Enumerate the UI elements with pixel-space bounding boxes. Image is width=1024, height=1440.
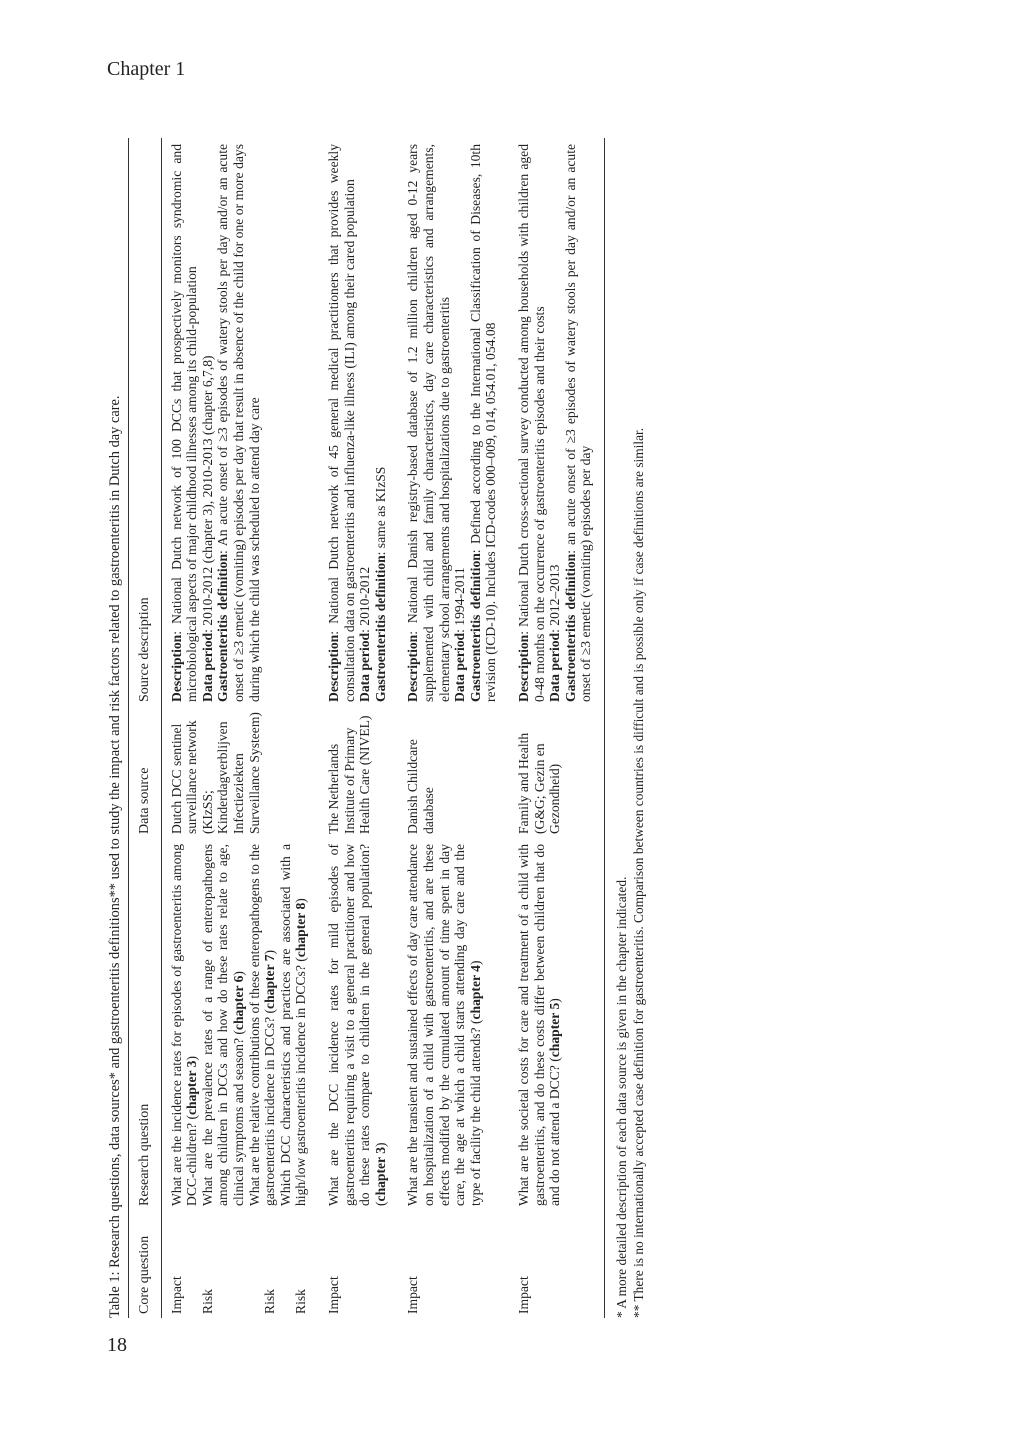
header-source-description: Source description (129, 138, 162, 706)
rotated-table-block (106, 138, 886, 1318)
description-entry: Gastroenteritis definition: An acute onset of ≥3 episodes of watery stools per day and/or an acute onset of ≥3 emetic (vomiting) episodes per day that result in absence of the child for one or more days during which the child was scheduled to attend day care (215, 144, 262, 702)
core-question-label: Impact (168, 1276, 184, 1314)
chapter-reference: chapter 8 (293, 902, 309, 958)
footnotes (613, 138, 647, 1318)
description-entry: Description: National Dutch network of 45 general medical practitioners that provides weekly consultation data on gastroenteritis and influenza-like illness (ILI) among their cared population (325, 144, 357, 702)
research-question: Which DCC characteristics and practices are associated with a high/low gastroenteritis incidence in DCCs? (chapter 8) (277, 844, 309, 1206)
core-question-cell (509, 1210, 604, 1318)
chapter-header: Chapter 1 (107, 58, 186, 80)
description-entry: Description: National Danish registry-based database of 1.2 million children aged 0-12 years supplemented with child and family characteristics, day care characteristics and arrangements, elementary school arrangements and hospitalizations due to gastroenteritis (405, 144, 452, 702)
source-description-cell (319, 138, 398, 706)
description-entry: Gastroenteritis definition: an acute onset of ≥3 episodes of watery stools per day and/or an acute onset of ≥3 emetic (vomiting) episodes per day (562, 143, 594, 702)
description-entry: Data period: 2010-2012 (chapter 3), 2010-2013 (chapter 6,7,8) (199, 355, 215, 702)
data-source-cell: Dutch DCC sentinel surveillance network (KIzSS; Kinderdagverblijven Infectieziekten Surveillance Systeem) (168, 712, 262, 834)
chapter-reference: chapter 3 (184, 1060, 200, 1116)
research-question-cell (509, 838, 604, 1210)
footnote-1: * A more detailed description of each data source is given in the chapter indicated. (613, 876, 629, 1318)
data-source-cell: Family and Health (G&G; Gezin en Gezondheid) (509, 706, 604, 838)
research-question: What are the relative contributions of these enteropathogens to the gastroenteritis incidence in DCCs? (chapter 7) (246, 844, 278, 1206)
research-question: What are the transient and sustained effects of day care attendance on hospitalization of a child with gastroenteritis, and are these effects modified by the cumulated amount of time spent in day care, the age at which a child starts attending day care and the type of facility the child attends? (chapter 4) (405, 844, 483, 1206)
description-label: Description (515, 634, 531, 702)
description-label: Gastroenteritis definition (215, 553, 231, 702)
data-source-cell: The Netherlands Institute of Primary Health Care (NIVEL) (325, 715, 373, 834)
header-research-question: Research question (129, 838, 162, 1210)
source-description-cell (509, 138, 604, 706)
core-question-cell (161, 1210, 319, 1318)
description-entry: Data period: 2010-2012 (357, 566, 373, 702)
research-question-cell (161, 838, 319, 1210)
description-label: Data period (199, 632, 215, 702)
footnote-2: ** There is no internationally accepted case definition for gastroenteritis. Comparison between countries is difficult and is possible only if case definitions are similar. (630, 427, 646, 1318)
description-entry: Data period: 1994-2011 (452, 567, 468, 702)
page-number: 18 (107, 1334, 127, 1356)
research-question: What are the prevalence rates of a range of enteropathogens among children in DCCs and how do these rates relate to age, clinical symptoms and season? (chapter 6) (199, 844, 246, 1206)
source-description-cell (398, 138, 509, 706)
research-table (128, 138, 605, 1318)
description-entry: Gastroenteritis definition: same as KIzSS (372, 466, 388, 702)
description-label: Description (405, 634, 421, 702)
table-row (319, 138, 398, 1318)
source-description-cell (161, 138, 319, 706)
table-row (509, 138, 604, 1318)
chapter-reference: chapter 4 (467, 965, 483, 1020)
description-label: Gastroenteritis definition (372, 555, 388, 702)
description-label: Data period (452, 632, 468, 702)
description-entry: Gastroenteritis definition: Defined according to the International Classification of Diseases, 10th revision (ICD-10). Includes ICD-codes 000–009, 014, 054.01, 054.08 (467, 143, 499, 702)
data-source-cell: Danish Childcare database (405, 739, 436, 834)
chapter-reference: chapter 3 (372, 1146, 388, 1202)
research-question: What are the DCC incidence rates for mild episodes of gastroenteritis requiring a visit to a general practitioner and how do these rates compare to children in the general population? (chapter 3) (325, 844, 388, 1206)
core-question-cell (398, 1210, 509, 1318)
research-question: What are the societal costs for care and treatment of a child with gastroenteritis, and do these costs differ between children that do and do not attend a DCC? (chapter 5) (515, 844, 563, 1206)
research-question-cell (398, 838, 509, 1210)
core-question-label: Risk (200, 1289, 216, 1314)
description-entry: Description: National Dutch network of 100 DCCs that prospectively monitors syndromic and microbiological aspects of major childhood illnesses among its child-population (168, 144, 200, 702)
table-row (161, 138, 319, 1318)
description-label: Description (168, 634, 184, 702)
description-label: Gastroenteritis definition (562, 553, 578, 702)
header-core-question: Core question (129, 1210, 162, 1318)
table-header-row (129, 138, 162, 1318)
chapter-reference: chapter 7 (262, 954, 278, 1009)
table-row (398, 138, 509, 1318)
core-question-cell (319, 1210, 398, 1318)
description-entry: Description: National Dutch cross-sectional survey conducted among households with children aged 0-48 months on the occurrence of gastroenteritis episodes and their costs (515, 144, 547, 702)
research-question: What are the incidence rates for episodes of gastroenteritis among DCC-children? (chapter 3) (168, 844, 200, 1206)
description-entry: Data period: 2012–2013 (547, 564, 563, 702)
header-data-source: Data source (129, 706, 162, 838)
core-question-label: Risk (293, 1289, 309, 1314)
core-question-label: Impact (325, 1276, 341, 1314)
core-question-label: Impact (405, 1276, 421, 1314)
description-label: Data period (547, 632, 563, 702)
chapter-reference: chapter 5 (547, 1002, 563, 1058)
chapter-reference: chapter 6 (230, 975, 246, 1031)
table-caption: Table 1: Research questions, data sources* and gastroenteritis definitions** used to study the impact and risk factors related to gastroenteritis in Dutch day care. (107, 395, 123, 1318)
description-label: Data period (357, 632, 373, 702)
description-label: Gastroenteritis definition (467, 553, 483, 702)
table-body (161, 138, 604, 1318)
core-question-label: Impact (515, 1276, 531, 1314)
core-question-label: Risk (261, 1289, 277, 1314)
description-label: Description (325, 634, 341, 702)
research-question-cell (319, 838, 398, 1210)
